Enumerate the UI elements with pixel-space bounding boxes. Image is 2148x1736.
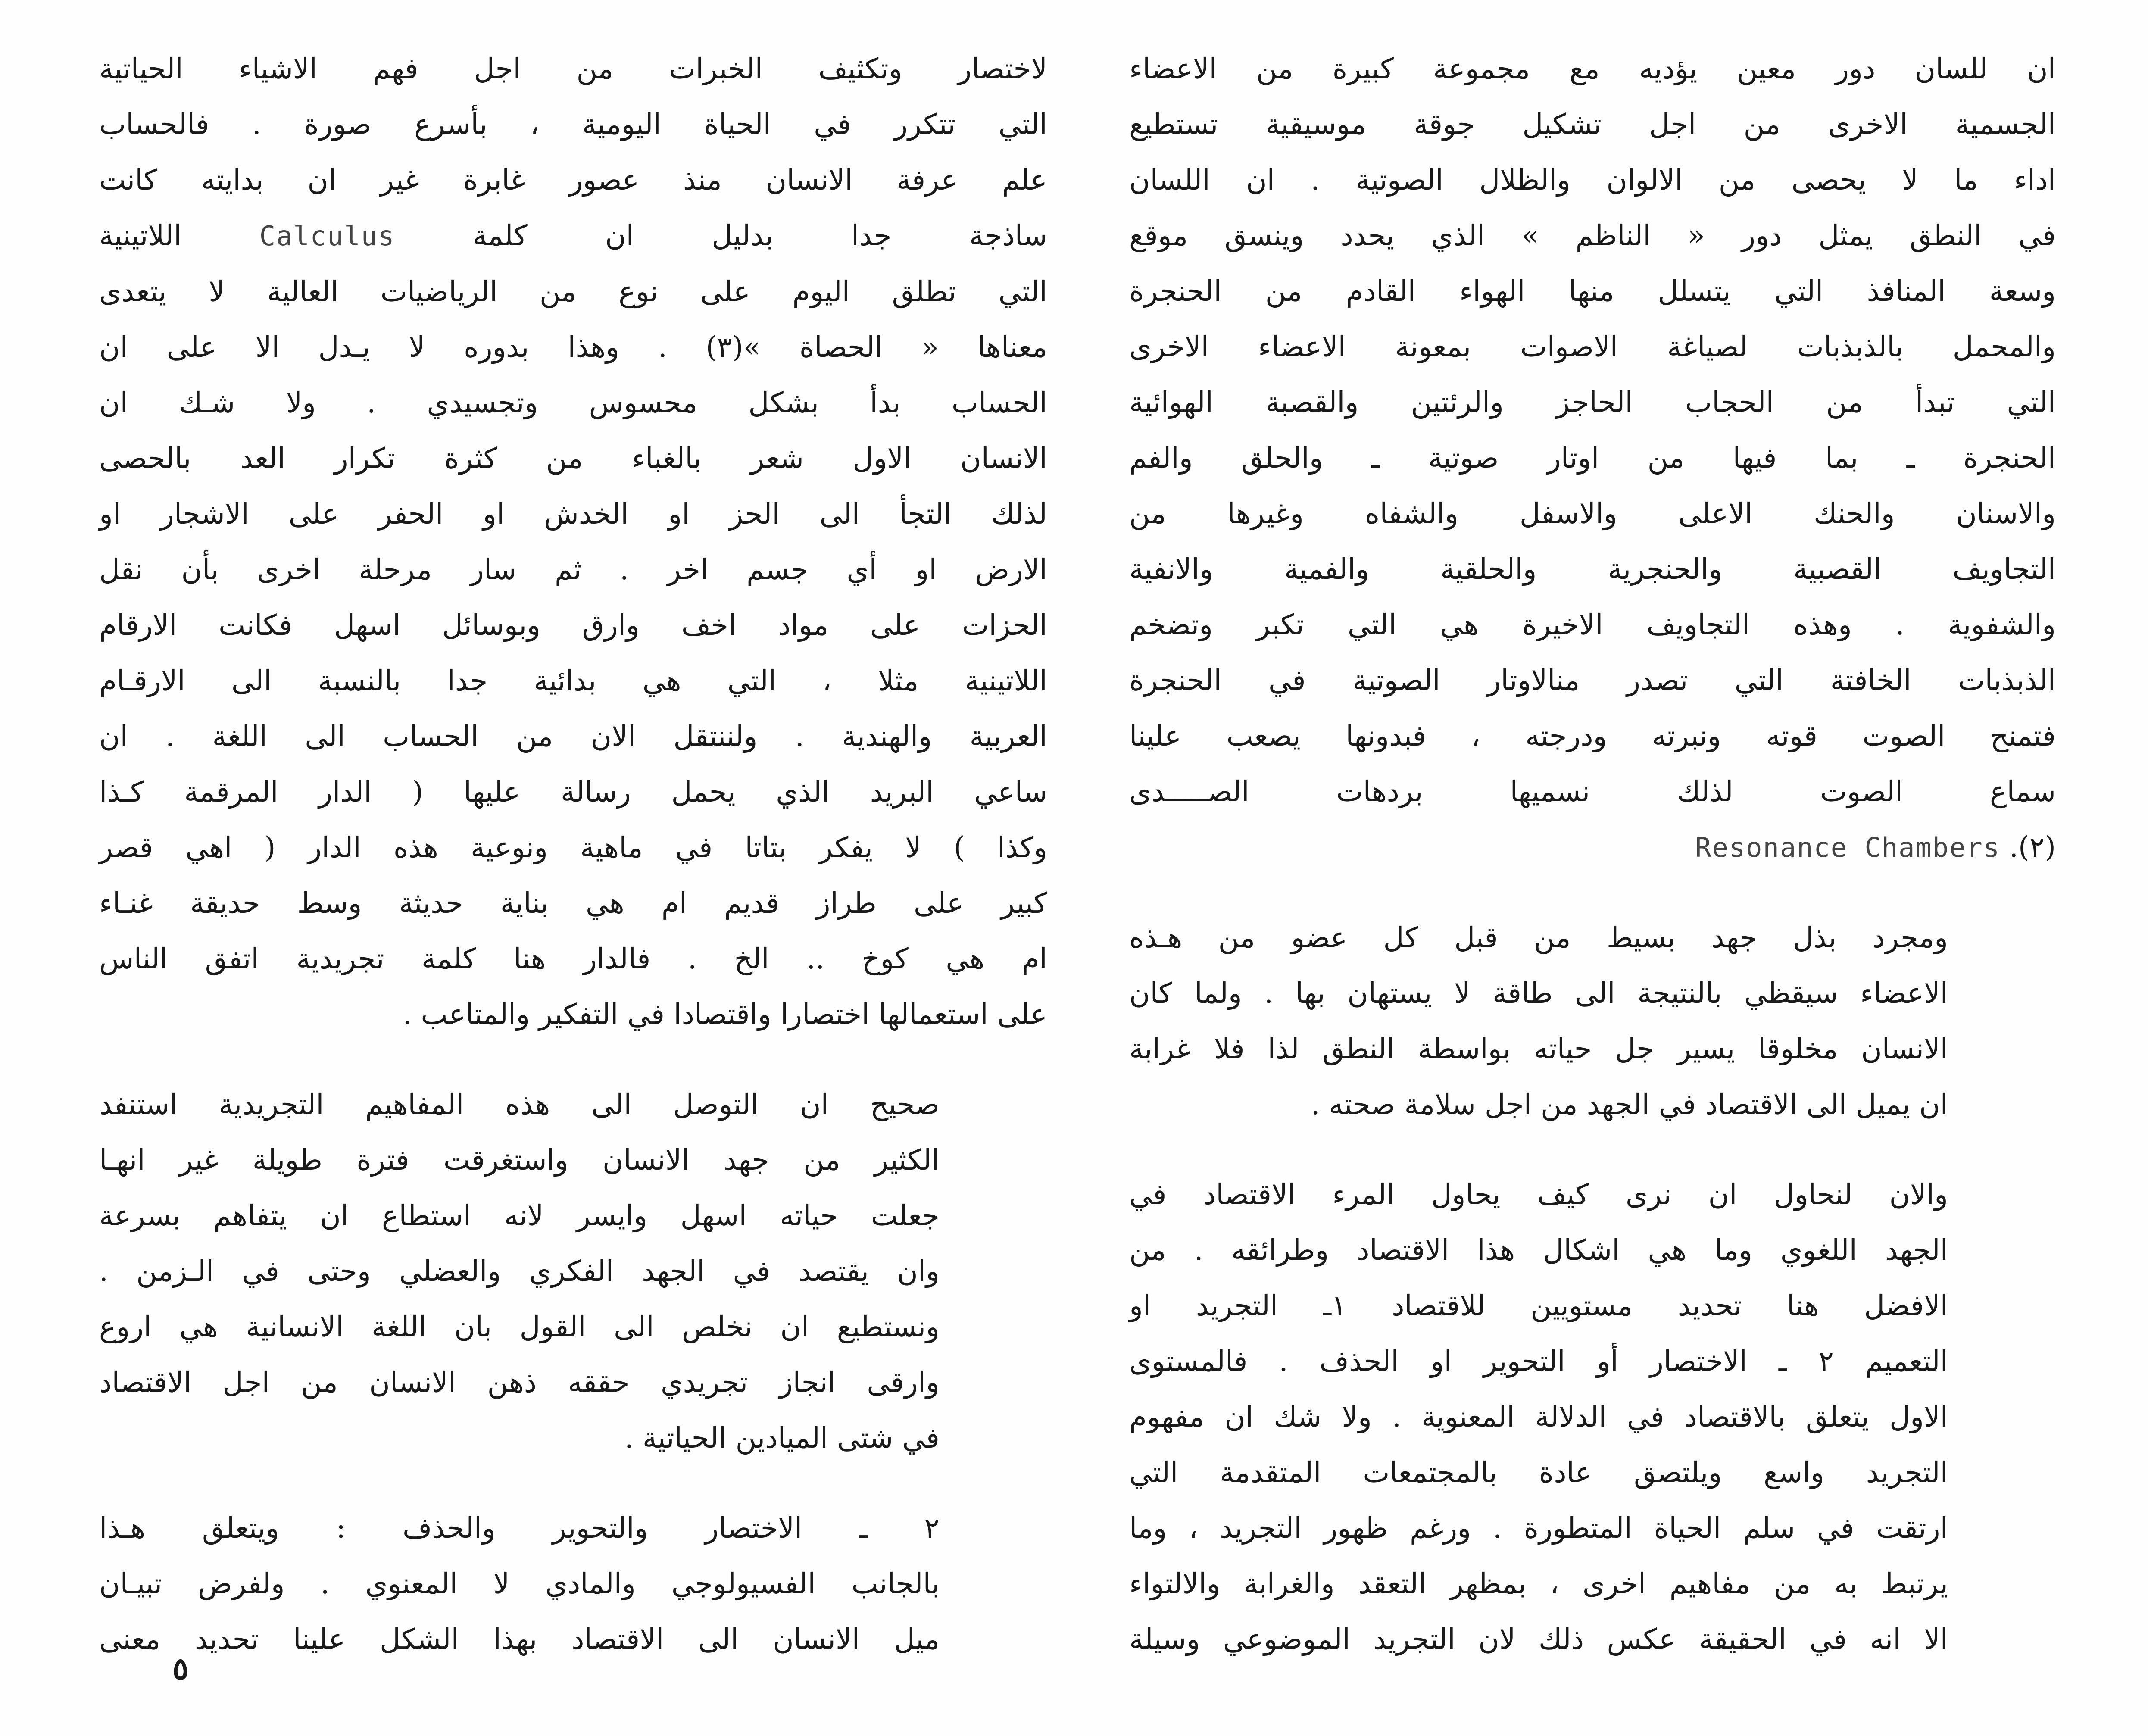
text-line: في النطق يمثل دور « الناظم » الذي يحدد وينسق موقع: [1129, 219, 2056, 252]
text-line: الذبذبات الخافتة التي تصدر منالاوتار الصوتية في الحنجرة: [1129, 664, 2056, 697]
paragraph: [99, 41, 1047, 1042]
text-line: الانسان الاول شعر بالغباء من كثرة تكرار العد بالحصى: [99, 442, 1047, 475]
page-number: ٥: [172, 1651, 189, 1686]
text-line: بالجانب الفسيولوجي والمادي لا المعنوي . ولفرض تبيـان: [99, 1567, 940, 1600]
text-line: ٢ ـ الاختصار والتحوير والحذف : ويتعلق هـذا: [99, 1511, 940, 1545]
text-line: وسعة المنافذ التي يتسلل منها الهواء القادم من الحنجرة: [1129, 275, 2056, 308]
text-line: صحيح ان التوصل الى هذه المفاهيم التجريدية استنفد: [99, 1088, 940, 1121]
text-line: على استعمالها اختصارا واقتصادا في التفكير والمتاعب .: [403, 998, 1047, 1031]
right-column: [1129, 41, 2056, 1667]
paragraph: [99, 1500, 1047, 1667]
text-fragment: ساذجة جدا بدليل ان كلمة: [472, 219, 1047, 252]
text-line: وان يقتصد في الجهد الفكري والعضلي وحتى في الـزمن .: [99, 1255, 940, 1288]
paragraph: [1129, 910, 2056, 1132]
paragraph: [1129, 1167, 2056, 1667]
text-line: التعميم ٢ ـ الاختصار أو التحوير او الحذف . فالمستوى: [1129, 1345, 1948, 1378]
text-line: كبير على طراز قديم ام هي بناية حديثة وسط حديقة غنـاء: [99, 887, 1047, 920]
text-line: الحزات على مواد اخف وارق وبوسائل اسهل فكانت الارقام: [99, 609, 1047, 642]
left-column: [99, 41, 1047, 1667]
text-fragment: اللاتينية: [99, 219, 182, 252]
text-line: التي تبدأ من الحجاب الحاجز والرئتين والقصبة الهوائية: [1129, 386, 2056, 419]
paragraph: [99, 1077, 1047, 1466]
text-line: اداء ما لا يحصى من الالوان والظلال الصوتية . ان اللسان: [1129, 163, 2056, 197]
text-line: التي تتكرر في الحياة اليومية ، بأسرع صورة . فالحساب: [99, 108, 1047, 141]
text-line: ام هي كوخ .. الخ . فالدار هنا كلمة تجريدية اتفق الناس: [99, 942, 1047, 975]
footnote-reference: (٢).: [2009, 831, 2056, 864]
text-line: الاعضاء سيقظي بالنتيجة الى طاقة لا يستهان بها . ولما كان: [1129, 977, 1948, 1010]
text-line: ان يميل الى الاقتصاد في الجهد من اجل سلامة صحته .: [1311, 1088, 1948, 1121]
text-line: الانسان مخلوقا يسير جل حياته بواسطة النطق لذا فلا غرابة: [1129, 1032, 1948, 1065]
text-line: ارتقت في سلم الحياة المتطورة . ورغم ظهور التجريد ، وما: [1129, 1511, 1948, 1545]
text-line: الكثير من جهد الانسان واستغرقت فترة طويلة غير انهـا: [99, 1143, 940, 1177]
text-line: جعلت حياته اسهل وايسر لانه استطاع ان يتفاهم بسرعة: [99, 1199, 940, 1232]
text-line: والان لنحاول ان نرى كيف يحاول المرء الاقتصاد في: [1129, 1178, 1948, 1211]
text-line: وكذا ) لا يفكر بتاتا في ماهية ونوعية هذه الدار ( اهي قصر: [99, 831, 1048, 864]
text-line: الحنجرة ـ بما فيها من اوتار صوتية ـ والحلق والفم: [1129, 441, 2056, 475]
text-line: التجريد واسع ويلتصق عادة بالمجتمعات المتقدمة التي: [1129, 1456, 1948, 1489]
text-line: الحساب بدأ بشكل محسوس وتجسيدي . ولا شـك ان: [99, 386, 1047, 419]
text-line: الا انه في الحقيقة عكس ذلك لان التجريد الموضوعي وسيلة: [1129, 1623, 1948, 1656]
text-line: لذلك التجأ الى الحز او الخدش او الحفر على الاشجار او: [99, 497, 1047, 531]
text-line: علم عرفة الانسان منذ عصور غابرة غير ان بدايته كانت: [99, 163, 1047, 197]
text-line: الارض او أي جسم اخر . ثم سار مرحلة اخرى بأن نقل: [99, 553, 1047, 586]
text-line: ونستطيع ان نخلص الى القول بان اللغة الانسانية هي اروع: [99, 1310, 940, 1343]
latin-term: Calculus: [259, 220, 395, 252]
text-line: فتمنح الصوت قوته ونبرته ودرجته ، فبدونها يصعب علينا: [1129, 719, 2056, 752]
text-line: في شتى الميادين الحياتية .: [624, 1421, 940, 1455]
text-line: معناها « الحصاة »(٣) . وهذا بدوره لا يـدل الا على ان: [99, 331, 1047, 364]
paragraph: [1129, 41, 2056, 875]
text-line: العربية والهندية . ولننتقل الان من الحساب الى اللغة . ان: [99, 720, 1047, 753]
text-line: [1129, 819, 2056, 875]
text-line: سماع الصوت لذلك نسميها بردهات الصـــــدى: [1129, 775, 2056, 808]
text-line: ميل الانسان الى الاقتصاد بهذا الشكل علينا تحديد معنى: [99, 1623, 940, 1656]
text-line: لاختصار وتكثيف الخبرات من اجل فهم الاشياء الحياتية: [99, 52, 1047, 85]
text-line: التي تطلق اليوم على نوع من الرياضيات العالية لا يتعدى: [99, 275, 1047, 308]
latin-term: Resonance Chambers: [1695, 832, 2001, 863]
text-line: ان للسان دور معين يؤديه مع مجموعة كبيرة من الاعضاء: [1129, 52, 2056, 85]
text-line: ساعي البريد الذي يحمل رسالة عليها ( الدار المرقمة كـذا: [99, 775, 1047, 809]
text-line: الجهد اللغوي وما هي اشكال هذا الاقتصاد وطرائقه . من: [1129, 1233, 1948, 1267]
text-line: التجاويف القصبية والحنجرية والحلقية والفمية والانفية: [1129, 553, 2056, 586]
text-line: وارقى انجاز تجريدي حققه ذهن الانسان من اجل الاقتصاد: [99, 1366, 940, 1399]
text-line: والشفوية . وهذه التجاويف الاخيرة هي التي تكبر وتضخم: [1129, 608, 2056, 641]
text-line: يرتبط به من مفاهيم اخرى ، بمظهر التعقد والغرابة والالتواء: [1129, 1567, 1948, 1600]
text-line: الاول يتعلق بالاقتصاد في الدلالة المعنوية . ولا شك ان مفهوم: [1129, 1400, 1948, 1433]
text-line: [99, 208, 1047, 264]
text-line: والمحمل بالذبذبات لصياغة الاصوات بمعونة الاعضاء الاخرى: [1129, 330, 2056, 363]
text-line: اللاتينية مثلا ، التي هي بدائية جدا بالنسبة الى الارقـام: [99, 664, 1047, 697]
text-line: والاسنان والحنك الاعلى والاسفل والشفاه وغيرها من: [1129, 497, 2056, 530]
text-line: الافضل هنا تحديد مستويين للاقتصاد ١ـ التجريد او: [1129, 1289, 1948, 1322]
text-line: ومجرد بذل جهد بسيط من قبل كل عضو من هـذه: [1129, 921, 1948, 954]
text-line: الجسمية الاخرى من اجل تشكيل جوقة موسيقية تستطيع: [1129, 108, 2056, 141]
